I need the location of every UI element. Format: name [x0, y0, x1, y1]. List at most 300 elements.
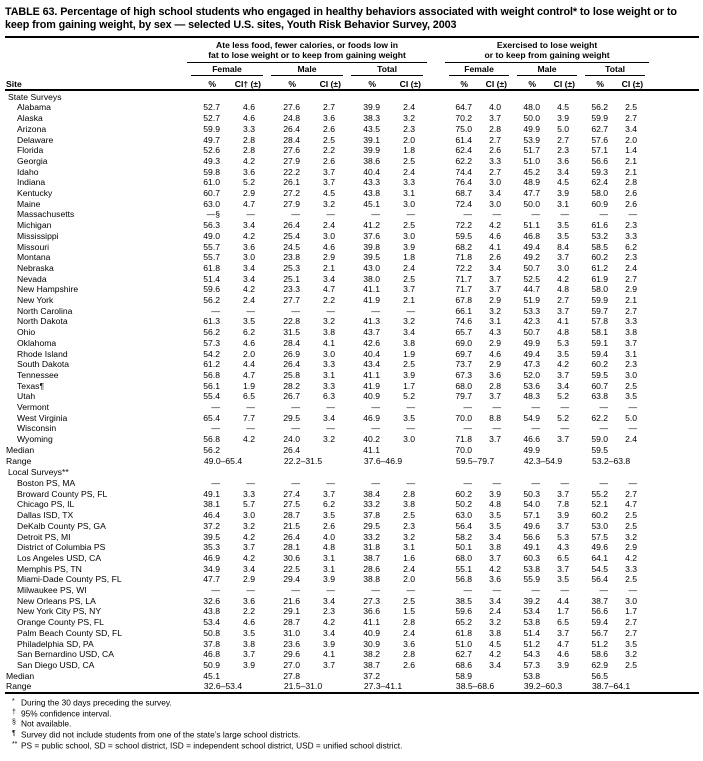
row-end	[649, 349, 699, 360]
empty-cell	[613, 445, 649, 456]
ci-cell: 2.5	[625, 380, 638, 391]
percent-cell: 60.2	[591, 510, 609, 521]
ci-cell: 2.7	[625, 305, 638, 316]
column-gap	[427, 274, 445, 285]
table-row	[5, 423, 699, 434]
range-value: 21.5–31.0	[267, 681, 347, 693]
column-gap	[427, 306, 445, 317]
ci-cell: 4.2	[625, 552, 638, 563]
percent-cell: 22.5	[283, 563, 300, 574]
percent-cell: 42.3	[523, 316, 541, 327]
percent-cell: 60.9	[591, 198, 609, 209]
empty-cell	[225, 445, 267, 456]
percent-cell: 49.3	[203, 155, 220, 166]
percent-cell: 61.6	[591, 220, 609, 231]
ci-cell: 3.7	[557, 563, 570, 574]
site-column-spacer	[5, 38, 187, 63]
percent-cell: 31.0	[283, 627, 300, 638]
ci-cell: 4.0	[323, 531, 335, 542]
group-header-row	[5, 38, 699, 63]
column-gap	[427, 445, 445, 456]
ci-cell: 4.1	[323, 337, 335, 348]
ci-cell: 2.5	[403, 155, 416, 166]
empty-cell	[545, 671, 581, 682]
ci-cell: —	[326, 209, 335, 220]
site-cell: New York	[17, 295, 54, 306]
row-end	[649, 177, 699, 188]
percent-cell: 61.8	[455, 627, 473, 638]
percent-cell: 60.2	[455, 488, 473, 499]
ci-cell: —	[560, 209, 570, 220]
footnote-marker: †	[12, 708, 16, 716]
ci-cell: 2.3	[403, 123, 416, 134]
percent-cell: 56.6	[523, 531, 541, 542]
ci-cell: —	[628, 209, 638, 220]
footnote-text: PS = public school, SD = school district, ISD = independent school district, USD = unified school district.	[21, 740, 403, 751]
ci-cell: 2.5	[403, 359, 416, 370]
row-end	[649, 284, 699, 295]
footnote-text: Not available.	[21, 718, 72, 729]
percent-cell: 53.8	[523, 617, 541, 628]
percent-cell: 51.4	[523, 627, 541, 638]
ci-cell: 3.6	[323, 113, 335, 124]
row-end	[649, 359, 699, 370]
ci-cell: 3.0	[323, 348, 335, 359]
percent-cell: 59.8	[203, 166, 220, 177]
sex-header-total-1: Total	[347, 63, 427, 76]
ci-cell: 3.2	[323, 198, 335, 209]
percent-cell: —	[371, 585, 380, 596]
ci-cell: 1.4	[625, 145, 638, 156]
table-row	[5, 220, 699, 231]
ci-cell: 2.4	[489, 606, 502, 617]
ci-cell: 2.6	[489, 145, 502, 156]
column-gap	[427, 434, 445, 445]
ci-cell: 2.7	[557, 295, 570, 306]
percent-cell: 29.4	[283, 574, 300, 585]
ci-cell: 3.4	[625, 123, 638, 134]
footnote-text: Survey did not include students from one of the state’s large school districts.	[21, 729, 301, 740]
ci-cell: 3.9	[557, 659, 570, 670]
percent-cell: 35.3	[203, 542, 220, 553]
column-gap	[427, 338, 445, 349]
percent-cell: 39.9	[363, 102, 380, 113]
column-gap	[427, 284, 445, 295]
ci-cell: 3.9	[557, 113, 570, 124]
empty-cell	[545, 445, 581, 456]
percent-cell: 53.6	[523, 380, 541, 391]
percent-cell: 56.8	[203, 434, 220, 445]
column-gap	[427, 413, 445, 424]
percent-cell: 33.2	[363, 531, 380, 542]
percent-cell: 68.6	[455, 659, 473, 670]
site-cell: Texas¶	[17, 380, 45, 391]
ci-cell: 2.0	[403, 134, 416, 145]
site-column-spacer	[5, 63, 187, 76]
percent-cell: 49.4	[523, 241, 541, 252]
percent-cell: 43.8	[363, 188, 380, 199]
ci-cell: 2.6	[323, 123, 335, 134]
ci-cell: 3.4	[489, 188, 502, 199]
site-cell: Arizona	[17, 123, 47, 134]
percent-cell: 59.6	[203, 284, 220, 295]
row-end	[649, 489, 699, 500]
ci-cell: 3.1	[557, 198, 570, 209]
percent-cell: 49.9	[523, 123, 541, 134]
ci-cell: 4.6	[243, 102, 255, 113]
ci-cell: 2.5	[625, 510, 638, 521]
ci-cell: 3.8	[323, 327, 335, 338]
percent-cell: 54.3	[523, 649, 541, 660]
percent-cell: 26.4	[283, 123, 300, 134]
row-end	[649, 532, 699, 543]
ci-cell: 3.5	[557, 574, 570, 585]
ci-cell: 4.2	[243, 155, 255, 166]
row-end	[649, 316, 699, 327]
median-value: 41.1	[363, 444, 380, 455]
percent-cell: 59.9	[203, 123, 220, 134]
ci-cell: 3.4	[403, 327, 416, 338]
percent-cell: 25.4	[283, 230, 300, 241]
table-row	[5, 199, 699, 210]
percent-cell: —	[291, 585, 300, 596]
ci-cell: —	[246, 402, 255, 413]
empty-cell	[385, 671, 427, 682]
table-row	[5, 532, 699, 543]
column-gap	[427, 199, 445, 210]
median-value: 27.8	[283, 670, 300, 681]
percent-cell: 71.7	[455, 284, 473, 295]
table-row	[5, 434, 699, 445]
column-gap	[427, 167, 445, 178]
site-cell: Nebraska	[17, 262, 54, 273]
column-gap	[427, 649, 445, 660]
ci-cell: 3.9	[403, 369, 416, 380]
percent-cell: —	[291, 305, 300, 316]
ci-cell: 3.6	[557, 155, 570, 166]
percent-cell: 21.5	[283, 520, 300, 531]
percent-cell: 49.4	[523, 348, 541, 359]
ci-cell: 3.5	[243, 316, 255, 327]
percent-cell: 57.1	[523, 510, 541, 521]
ci-cell: 3.2	[323, 434, 335, 445]
percent-cell: 27.7	[283, 295, 300, 306]
percent-cell: 30.9	[363, 638, 380, 649]
ci-cell: 2.0	[243, 348, 255, 359]
ci-cell: 3.5	[489, 520, 502, 531]
ci-cell: 3.1	[323, 369, 335, 380]
percent-cell: 46.9	[203, 552, 220, 563]
percent-cell: —	[291, 423, 300, 434]
ci-cell: 3.0	[243, 252, 255, 263]
ci-cell: 3.9	[323, 574, 335, 585]
ci-cell: —	[246, 478, 255, 488]
ci-cell: —	[326, 305, 335, 316]
site-cell: Wisconsin	[17, 423, 57, 434]
percent-cell: 26.7	[283, 391, 300, 402]
percent-cell: 71.8	[455, 434, 473, 445]
ci-cell: —	[628, 585, 638, 596]
percent-cell: 59.9	[591, 295, 609, 306]
ci-cell: 4.6	[243, 617, 255, 628]
ci-column-header: CI (±)	[613, 76, 649, 90]
percent-cell: 58.2	[455, 531, 473, 542]
percent-cell: 28.6	[363, 563, 380, 574]
column-gap	[427, 606, 445, 617]
table-row	[5, 478, 699, 489]
ci-cell: —	[406, 209, 416, 220]
percent-cell: 65.7	[455, 327, 473, 338]
ci-cell: 2.4	[403, 627, 416, 638]
percent-cell: 59.9	[591, 113, 609, 124]
ci-cell: 6.5	[243, 391, 255, 402]
footnote-marker: ¶	[12, 730, 16, 738]
row-end	[649, 327, 699, 338]
percent-cell: —	[291, 402, 300, 413]
range-value: 27.3–41.1	[347, 681, 427, 693]
site-cell: DeKalb County PS, GA	[17, 520, 106, 531]
percent-cell: —	[599, 423, 609, 434]
site-cell: District of Columbia PS	[17, 542, 106, 553]
percent-cell: 49.1	[523, 542, 541, 553]
row-end	[649, 499, 699, 510]
ci-cell: 1.9	[403, 348, 416, 359]
ci-cell: 3.3	[243, 123, 255, 134]
section-label: State Surveys	[8, 91, 62, 102]
percent-cell: 49.6	[523, 520, 541, 531]
ci-cell: 3.7	[323, 166, 335, 177]
ci-cell: 2.9	[489, 359, 502, 370]
percent-cell: —	[211, 478, 220, 488]
percent-cell: 39.5	[203, 531, 220, 542]
column-gap	[427, 124, 445, 135]
sex-header-row	[5, 63, 699, 76]
percent-cell: 37.8	[203, 638, 220, 649]
site-cell: Wyoming	[17, 434, 53, 445]
percent-column-header: %	[347, 76, 385, 90]
ci-cell: 2.3	[625, 220, 638, 231]
row-end	[649, 263, 699, 274]
percent-cell: 28.7	[283, 617, 300, 628]
ci-cell: 3.9	[557, 188, 570, 199]
percent-cell: 41.9	[363, 380, 380, 391]
percent-cell: 68.2	[455, 241, 473, 252]
table-row	[5, 188, 699, 199]
column-gap	[427, 188, 445, 199]
percent-cell: 60.7	[203, 188, 220, 199]
percent-cell: 23.8	[283, 252, 300, 263]
ci-cell: 3.2	[403, 113, 416, 124]
ci-cell: 4.2	[489, 220, 502, 231]
table-row	[5, 574, 699, 585]
percent-cell: 59.6	[455, 606, 473, 617]
percent-cell: 43.0	[363, 262, 380, 273]
empty-cell	[477, 445, 513, 456]
ci-cell: 3.7	[557, 369, 570, 380]
percent-cell: 68.7	[455, 188, 473, 199]
percent-cell: 53.4	[523, 606, 541, 617]
ci-cell: 3.0	[403, 434, 416, 445]
column-gap	[427, 391, 445, 402]
table-row	[5, 596, 699, 607]
percent-cell: 61.3	[203, 316, 220, 327]
column-group-exercised	[445, 38, 649, 63]
row-end	[649, 681, 699, 693]
site-cell: South Dakota	[17, 359, 70, 370]
ci-cell: 3.7	[489, 391, 502, 402]
percent-cell: 59.4	[591, 348, 609, 359]
percent-cell: 39.9	[363, 145, 380, 156]
table-row	[5, 177, 699, 188]
percent-cell: 49.2	[523, 252, 541, 263]
site-cell: North Carolina	[17, 305, 73, 316]
row-end-spacer	[649, 76, 699, 90]
percent-cell: 59.7	[591, 305, 609, 316]
percent-cell: —	[599, 402, 609, 413]
percent-cell: 25.3	[283, 262, 300, 273]
percent-cell: 56.2	[591, 102, 609, 113]
percent-cell: 43.8	[203, 606, 220, 617]
row-end	[649, 135, 699, 146]
column-gap	[427, 423, 445, 434]
ci-cell: —	[326, 585, 335, 596]
percent-cell: 73.7	[455, 359, 473, 370]
percent-cell: 52.7	[203, 113, 220, 124]
ci-cell: 3.7	[489, 113, 502, 124]
footnote	[5, 740, 699, 751]
percent-cell: 74.6	[455, 316, 473, 327]
ci-cell: 2.8	[403, 617, 416, 628]
percent-cell: —	[599, 585, 609, 596]
ci-cell: 6.2	[625, 241, 638, 252]
ci-cell: —	[560, 478, 570, 488]
percent-cell: —	[291, 478, 300, 488]
percent-cell: 71.7	[455, 273, 473, 284]
ci-cell: 4.6	[489, 230, 502, 241]
table-row	[5, 359, 699, 370]
ci-cell: 3.5	[557, 230, 570, 241]
ci-cell: 7.8	[557, 499, 570, 510]
ci-cell: 4.2	[489, 563, 502, 574]
table-row	[5, 306, 699, 317]
percent-cell: —	[531, 209, 541, 220]
percent-cell: 38.7	[363, 659, 380, 670]
table-row	[5, 124, 699, 135]
column-gap	[427, 617, 445, 628]
ci-cell: 3.4	[557, 380, 570, 391]
ci-cell: —	[492, 209, 502, 220]
row-end	[649, 145, 699, 156]
column-gap	[427, 381, 445, 392]
column-gap	[427, 478, 445, 489]
column-gap	[427, 628, 445, 639]
ci-cell: 1.6	[403, 552, 416, 563]
percent-cell: 59.3	[591, 166, 609, 177]
ci-cell: 3.7	[625, 337, 638, 348]
percent-cell: 50.2	[455, 499, 473, 510]
row-end	[649, 252, 699, 263]
percent-cell: 23.3	[283, 284, 300, 295]
ci-cell: 3.7	[243, 542, 255, 553]
column-gap	[427, 231, 445, 242]
percent-cell: 55.7	[203, 252, 220, 263]
percent-cell: 61.8	[203, 262, 220, 273]
percent-cell: 51.9	[523, 295, 541, 306]
ci-cell: 2.4	[243, 295, 255, 306]
median-value: 59.5	[591, 444, 609, 455]
percent-cell: 26.9	[283, 348, 300, 359]
column-gap	[427, 145, 445, 156]
percent-cell: 58.5	[591, 241, 609, 252]
percent-cell: 33.2	[363, 499, 380, 510]
percent-cell: 58.1	[591, 327, 609, 338]
ci-cell: 6.2	[323, 499, 335, 510]
percent-cell: 27.9	[283, 155, 300, 166]
column-gap	[427, 585, 445, 596]
percent-cell: 43.5	[363, 123, 380, 134]
ci-cell: 3.0	[243, 510, 255, 521]
site-cell: Alabama	[17, 102, 51, 113]
section-header-row	[5, 90, 699, 103]
ci-cell: 3.2	[625, 649, 638, 660]
group-gap	[427, 76, 445, 90]
range-row	[5, 456, 699, 467]
percent-cell: 46.8	[523, 230, 541, 241]
ci-cell: 4.2	[243, 284, 255, 295]
ci-cell: 3.9	[403, 241, 416, 252]
median-value: 58.9	[455, 670, 473, 681]
group1-line2: fat to lose weight or to keep from gaining weight	[208, 49, 406, 60]
ci-cell: 3.3	[323, 380, 335, 391]
percent-cell: 29.5	[283, 412, 300, 423]
percent-cell: 61.2	[203, 359, 220, 370]
ci-cell: 5.3	[557, 531, 570, 542]
ci-cell: 2.7	[625, 113, 638, 124]
percent-cell: 25.8	[283, 369, 300, 380]
percent-cell: 65.4	[203, 412, 220, 423]
median-value: 37.2	[363, 670, 380, 681]
ci-cell: 3.7	[557, 305, 570, 316]
row-end	[649, 639, 699, 650]
ci-cell: 4.7	[243, 198, 255, 209]
column-gap	[427, 402, 445, 413]
ci-cell: 4.2	[243, 531, 255, 542]
ci-cell: 3.5	[403, 412, 416, 423]
ci-cell: 3.1	[625, 348, 638, 359]
ci-cell: 3.4	[489, 262, 502, 273]
site-cell: Utah	[17, 391, 36, 402]
ci-cell: 4.0	[489, 102, 502, 113]
ci-cell: 3.1	[323, 552, 335, 563]
ci-cell: 4.7	[243, 369, 255, 380]
ci-cell: 2.6	[489, 252, 502, 263]
percent-cell: 53.4	[203, 617, 220, 628]
ci-cell: 3.7	[557, 434, 570, 445]
column-gap	[427, 220, 445, 231]
ci-cell: 3.2	[489, 305, 502, 316]
column-gap	[427, 681, 445, 693]
ci-cell: 3.5	[557, 348, 570, 359]
percent-cell: 26.4	[283, 531, 300, 542]
percent-cell: 60.2	[591, 252, 609, 263]
site-column-header: Site	[5, 76, 187, 90]
ci-cell: 4.6	[323, 241, 335, 252]
percent-cell: 46.8	[203, 649, 220, 660]
site-cell: Michigan	[17, 220, 52, 231]
site-cell: Memphis PS, TN	[17, 563, 82, 574]
percent-cell: 38.5	[455, 595, 473, 606]
percent-cell: 39.2	[523, 595, 541, 606]
